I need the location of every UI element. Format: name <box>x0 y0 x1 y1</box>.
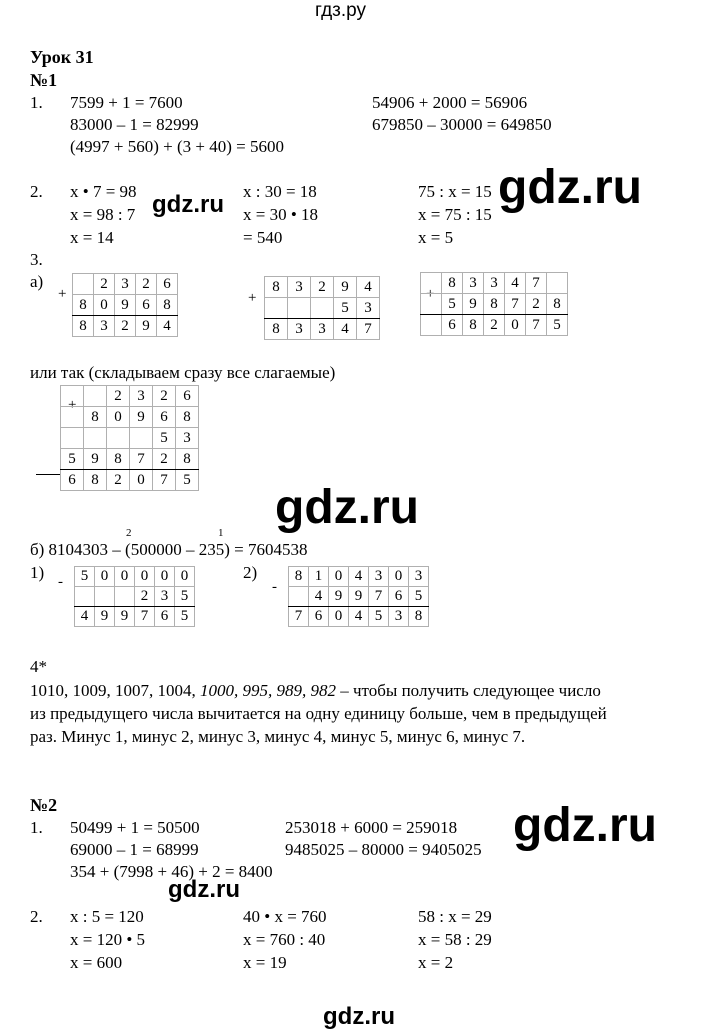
equation-line: x = 120 • 5 <box>70 930 146 949</box>
column-addition-grid: 2 3 2 6 8 0 9 6 8 8 3 2 9 4 <box>72 273 178 337</box>
item-number: 2. <box>30 907 43 926</box>
item-number: 1. <box>30 93 43 112</box>
equation-line: x = 98 : 7 <box>70 205 136 224</box>
equation-line: = 540 <box>243 228 283 247</box>
lesson-title: Урок 31 <box>30 47 94 67</box>
equation-line: x = 19 <box>243 953 287 972</box>
task2-title: №2 <box>30 795 58 815</box>
equation-line: 40 • x = 760 <box>243 907 327 926</box>
expression: 253018 + 6000 = 259018 <box>285 818 458 837</box>
part-label: а) <box>30 272 44 291</box>
step-label: 1) <box>30 563 45 582</box>
task1-title: №1 <box>30 70 58 90</box>
item-number: 2. <box>30 182 43 201</box>
expression: 679850 – 30000 = 649850 <box>372 115 552 134</box>
plus-sign: + <box>426 286 435 302</box>
watermark: gdz.ru <box>513 799 657 852</box>
expression: 54906 + 2000 = 56906 <box>372 93 528 112</box>
expression: 83000 – 1 = 82999 <box>70 115 199 134</box>
minus-sign: - <box>58 574 63 590</box>
expression: б) 8104303 – (500000 – 235) = 7604538 <box>30 540 308 559</box>
expression: 69000 – 1 = 68999 <box>70 840 199 859</box>
order-mark: 1 <box>218 527 224 539</box>
column-subtraction-grid: 5 0 0 0 0 0 2 3 5 4 9 9 7 6 5 <box>74 566 195 627</box>
sequence-paragraph-line: 1010, 1009, 1007, 1004, 1000, 995, 989, 982 – чтобы получить следующее число <box>30 681 601 700</box>
sequence-paragraph-line: из предыдущего числа вычитается на одну единицу больше, чем в предыдущей <box>30 704 607 723</box>
item-number: 1. <box>30 818 43 837</box>
plus-sign: + <box>58 286 67 302</box>
expression: (4997 + 560) + (3 + 40) = 5600 <box>70 137 284 156</box>
watermark: gdz.ru <box>152 191 224 218</box>
equation-line: x = 14 <box>70 228 114 247</box>
equation-line: 75 : x = 15 <box>418 182 492 201</box>
item-number: 4* <box>30 657 47 676</box>
sum-line <box>36 474 60 475</box>
step-label: 2) <box>243 563 258 582</box>
column-addition-grid: 8 3 2 9 4 5 3 8 3 3 4 7 <box>264 276 380 340</box>
watermark: gdz.ru <box>323 1003 395 1030</box>
equation-line: x = 75 : 15 <box>418 205 492 224</box>
watermark: gdz.ru <box>498 161 642 214</box>
expression: 7599 + 1 = 7600 <box>70 93 183 112</box>
equation-line: x : 5 = 120 <box>70 907 144 926</box>
equation-line: x : 30 = 18 <box>243 182 317 201</box>
expression: 9485025 – 80000 = 9405025 <box>285 840 482 859</box>
site-header: гдз.ру <box>315 0 367 21</box>
column-addition-grid: 8 3 3 4 7 5 9 8 7 2 8 6 8 2 0 7 5 <box>420 272 568 336</box>
plus-sign: + <box>248 290 257 306</box>
watermark: gdz.ru <box>275 481 419 534</box>
minus-sign: - <box>272 579 277 595</box>
equation-line: x = 600 <box>70 953 123 972</box>
equation-line: 58 : x = 29 <box>418 907 492 926</box>
column-addition-grid: 2 3 2 6 8 0 9 6 8 5 3 5 9 8 7 2 8 6 8 2 0 7 5 <box>60 385 199 491</box>
watermark: gdz.ru <box>168 876 240 903</box>
equation-line: x = 58 : 29 <box>418 930 492 949</box>
expression: 50499 + 1 = 50500 <box>70 818 200 837</box>
plus-sign: + <box>68 397 77 413</box>
order-mark: 2 <box>126 527 132 539</box>
equation-line: x • 7 = 98 <box>70 182 137 201</box>
alt-method-text: или так (складываем сразу все слагаемые) <box>30 363 336 382</box>
column-subtraction-grid: 8 1 0 4 3 0 3 4 9 9 7 6 5 7 6 0 4 5 3 8 <box>288 566 429 627</box>
equation-line: x = 2 <box>418 953 454 972</box>
item-number: 3. <box>30 250 43 269</box>
expression: 354 + (7998 + 46) + 2 = 8400 <box>70 862 273 881</box>
equation-line: x = 5 <box>418 228 454 247</box>
sequence-paragraph-line: раз. Минус 1, минус 2, минус 3, минус 4, минус 5, минус 6, минус 7. <box>30 727 526 746</box>
equation-line: x = 760 : 40 <box>243 930 326 949</box>
equation-line: x = 30 • 18 <box>243 205 319 224</box>
